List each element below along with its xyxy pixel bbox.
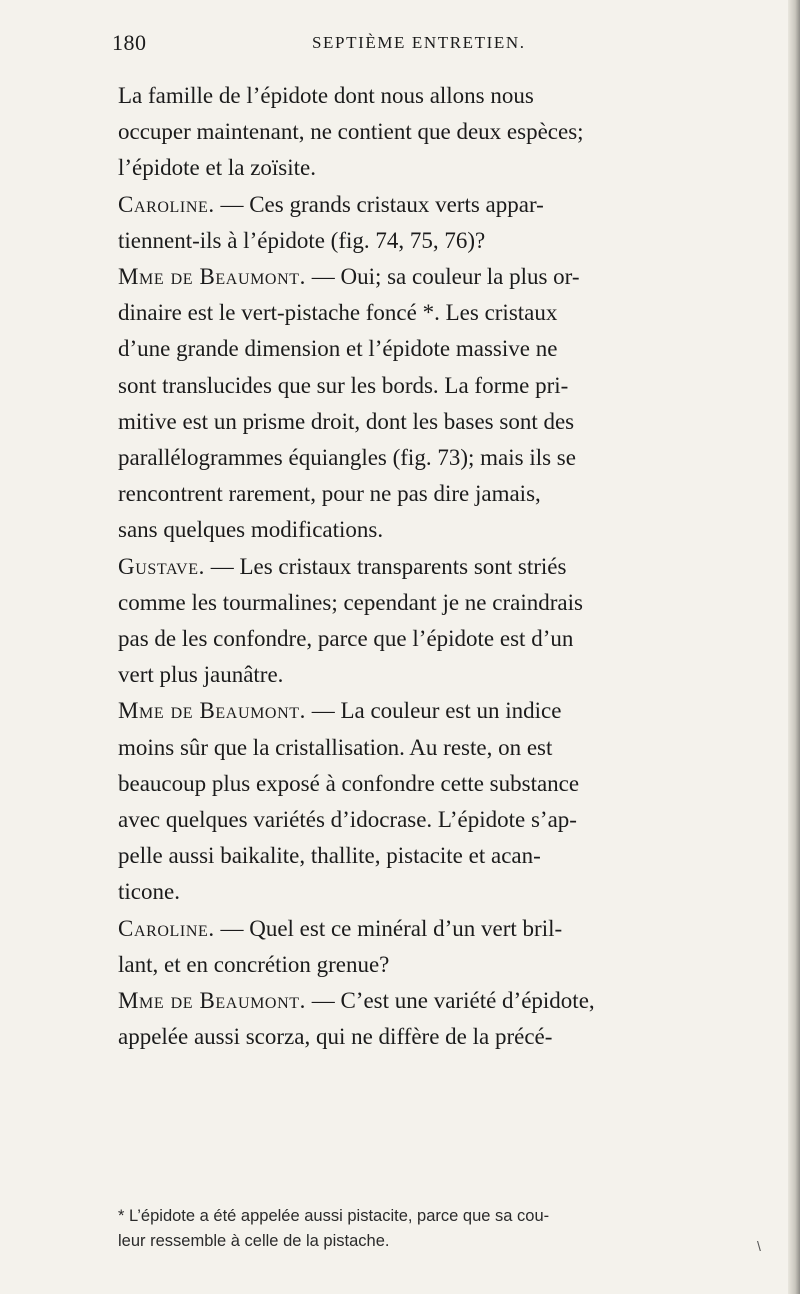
speech-text: — La couleur est un indice moins sûr que la cristallisation. Au reste, on est beaucoup plus exposé à confondre cette substance avec quelques variétés d’idocrase. L’épidote s’ap- pelle aussi baikalite, thallite, pistacite et acan- ticone. — [118, 698, 580, 905]
page-number: 180 — [112, 30, 147, 55]
footnote-text: * L’épidote a été appelée aussi pistacite, parce que sa cou- leur ressemble à celle de la pistache. — [118, 1207, 550, 1250]
paragraph-caroline-2 — [118, 911, 768, 983]
running-head: SEPTIÈME ENTRETIEN. — [312, 33, 526, 52]
speaker-beaumont: Mme de Beaumont. — [118, 698, 306, 724]
paragraph-gustave-1 — [118, 549, 768, 694]
page-header — [112, 30, 752, 60]
paragraph-beaumont-2 — [118, 693, 768, 910]
speaker-beaumont: Mme de Beaumont. — [118, 988, 306, 1014]
speech-text: — Les cristaux transparents sont striés comme les tourmalines; cependant je ne craindrais pas de les confondre, parce que l’épidote est d’un vert plus jaunâtre. — [118, 553, 583, 688]
speech-text: — Ces grands cristaux verts appar- tiennent-ils à l’épidote (fig. 74, 75, 76)? — [118, 191, 544, 253]
speech-text: — C’est une variété d’épidote, appelée aussi scorza, qui ne diffère de la précé- — [118, 988, 595, 1050]
speech-text: — Quel est ce minéral d’un vert bril- lant, et en concrétion grenue? — [118, 915, 563, 977]
footnote — [118, 1204, 768, 1254]
body-text — [118, 78, 768, 1055]
paragraph-caroline-1 — [118, 187, 768, 259]
speaker-caroline: Caroline. — [118, 915, 215, 941]
speaker-caroline: Caroline. — [118, 191, 215, 217]
speaker-beaumont: Mme de Beaumont. — [118, 264, 306, 290]
paragraph-beaumont-3 — [118, 983, 768, 1055]
speaker-gustave: Gustave. — [118, 553, 205, 579]
paragraph-beaumont-1 — [118, 259, 768, 549]
speech-text: — Oui; sa couleur la plus or- dinaire est le vert-pistache foncé *. Les cristaux d’une grande dimension et l’épidote massive ne sont translucides que sur les bords. La forme pri- mitive est un prisme droit, dont les bases sont des parallélogrammes équiangles (fig. 73); mais ils se rencontrent rarement, pour ne pas dire jamais, sans quelques modifications. — [118, 264, 580, 543]
stray-mark: \ — [757, 1238, 761, 1254]
page-edge-shadow — [788, 0, 800, 1294]
paragraph-intro: La famille de l’épidote dont nous allons nous occuper maintenant, ne contient que deux espèces; l’épidote et la zoïsite. — [118, 83, 584, 181]
